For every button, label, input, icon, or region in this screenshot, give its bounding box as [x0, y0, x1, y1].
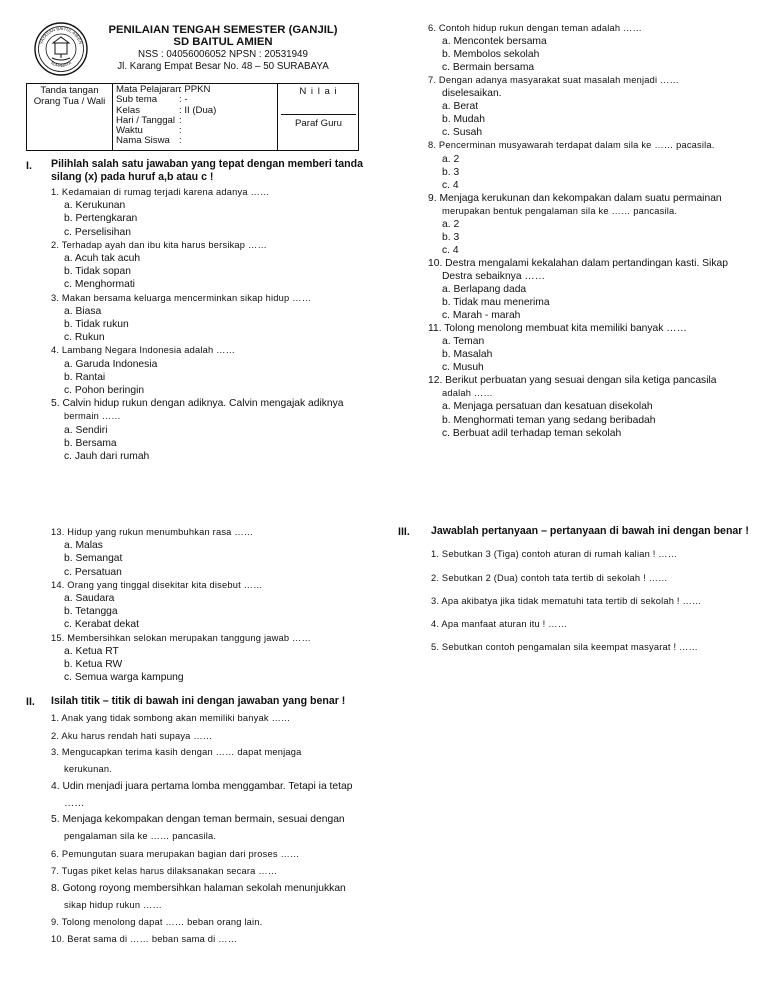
question-line: b. Tetangga: [64, 606, 118, 618]
section-1-title-line1: Pilihlah salah satu jawaban yang tepat dengan memberi tanda: [51, 158, 364, 170]
question-line: 3. Makan bersama keluarga mencerminkan sikap hidup ……: [51, 292, 312, 303]
question-line: 2. Aku harus rendah hati supaya ……: [51, 731, 213, 741]
question-line: c. Perselisihan: [64, 226, 131, 238]
question-line: 14. Orang yang tinggal disekitar kita disebut ……: [51, 579, 263, 590]
question-line: sikap hidup rukun ……: [64, 900, 163, 910]
question-line: 10. Berat sama di …… beban sama di ……: [51, 934, 238, 944]
question-line: b. Ketua RW: [64, 659, 123, 670]
question-line: 6. Pemungutan suara merupakan bagian dari proses ……: [51, 849, 300, 859]
info-value: : PPKN: [179, 84, 211, 95]
question-line: 10. Destra mengalami kekalahan dalam pertandingan kasti. Sikap: [428, 257, 728, 269]
question-line: 12. Berikut perbuatan yang sesuai dengan sila ketiga pancasila: [428, 375, 717, 387]
school-name: SD BAITUL AMIEN: [173, 36, 273, 48]
teacher-paraf-label: Paraf Guru: [295, 118, 342, 129]
question-line: 13. Hidup yang rukun menumbuhkan rasa ……: [51, 527, 254, 537]
info-value: : II (Dua): [179, 104, 217, 116]
question-line: 2. Terhadap ayah dan ibu kita harus bersikap ……: [51, 239, 267, 250]
question-line: a. Biasa: [64, 305, 102, 317]
info-label: Nama Siswa: [116, 135, 170, 147]
school-address: Jl. Karang Empat Besar No. 48 – 50 SURABAYA: [117, 61, 329, 72]
info-label: Kelas: [116, 104, 140, 116]
question-line: c. Jauh dari rumah: [64, 451, 150, 462]
question-line: b. Bersama: [64, 437, 117, 449]
question-line: b. Mudah: [442, 114, 485, 126]
sign-label-1: Tanda tangan: [40, 85, 99, 96]
question-line: 1. Anak yang tidak sombong akan memiliki banyak ……: [51, 713, 291, 723]
svg-text:SURABAYA: [50, 60, 72, 68]
info-value: :: [179, 114, 182, 126]
question-line: a. Saudara: [64, 593, 115, 604]
question-line: a. Acuh tak acuh: [64, 253, 141, 264]
question-line: 7. Dengan adanya masyarakat suat masalah menjadi ……: [428, 75, 680, 86]
question-line: c. Semua warga kampung: [64, 672, 184, 684]
question-line: a. Garuda Indonesia: [64, 358, 158, 370]
question-line: c. Marah - marah: [442, 310, 521, 322]
question-line: c. Musuh: [442, 362, 484, 374]
info-value: : -: [179, 94, 188, 106]
section-1-title-line2: silang (x) pada huruf a,b atau c !: [51, 171, 214, 183]
question-line: 4. Lambang Negara Indonesia adalah ……: [51, 345, 236, 356]
question-line: a. Malas: [64, 540, 103, 552]
grade-line: [281, 114, 356, 115]
exam-title: PENILAIAN TENGAH SEMESTER (GANJIL): [108, 24, 338, 36]
question-line: b. 3: [442, 166, 460, 178]
question-line: b. Menghormati teman yang sedang beribadah: [442, 414, 656, 426]
question-line: b. Pertengkaran: [64, 213, 138, 225]
info-value: :: [179, 135, 182, 147]
question-line: c. Berbuat adil terhadap teman sekolah: [442, 427, 622, 439]
question-line: 15. Membersihkan selokan merupakan tanggung jawab ……: [51, 632, 312, 643]
section-3-number: III.: [398, 526, 410, 538]
question-line: c. Menghormati: [64, 279, 135, 291]
school-ids: NSS : 04056006052 NPSN : 20531949: [138, 49, 308, 60]
logo-text-bottom: SURABAYA: [49, 59, 73, 69]
question-line: 4. Udin menjadi juara pertama lomba menggambar. Tetapi ia tetap: [51, 781, 353, 792]
question-line: kerukunan.: [64, 764, 112, 774]
question-line: 8. Pencerminan musyawarah terdapat dalam sila ke …… pacasila.: [428, 140, 715, 151]
info-table: [26, 83, 359, 151]
question-line: 5. Sebutkan contoh pengamalan sila keempat masyarat ! ……: [431, 642, 699, 652]
question-line: Destra sebaiknya ……: [442, 270, 546, 282]
question-line: b. Membolos sekolah: [442, 49, 540, 61]
question-line: a. Mencontek bersama: [442, 36, 547, 48]
section-2-title: Isilah titik – titik di bawah ini dengan jawaban yang benar !: [51, 695, 346, 707]
question-line: 5. Calvin hidup rukun dengan adiknya. Calvin mengajak adiknya: [51, 398, 344, 410]
question-line: 9. Menjaga kerukunan dan kekompakan dalam suatu permainan: [428, 192, 722, 204]
question-line: c. Pohon beringin: [64, 385, 145, 396]
question-line: 3. Apa akibatya jika tidak mematuhi tata tertib di sekolah ! ……: [431, 596, 702, 606]
question-line: 5. Menjaga kekompakan dengan teman bermain, sesuai dengan: [51, 814, 345, 825]
question-line: b. Tidak rukun: [64, 319, 129, 330]
question-line: c. Susah: [442, 127, 483, 139]
question-line: b. 3: [442, 231, 460, 243]
subject-info: [113, 84, 277, 150]
question-line: c. Persatuan: [64, 566, 122, 578]
section-1-number: I.: [26, 160, 32, 172]
question-line: 7. Tugas piket kelas harus dilaksanakan secara ……: [51, 866, 278, 876]
question-line: 6. Contoh hidup rukun dengan teman adalah ……: [428, 23, 642, 33]
question-line: merupakan bentuk pengalaman sila ke …… pancasila.: [442, 205, 678, 216]
question-line: bermain ……: [64, 411, 121, 422]
info-label: Mata Pelajaran: [116, 84, 181, 95]
question-line: a. 2: [442, 218, 460, 230]
logo-text-top: YAYASAN BAITUL AMIEN: [38, 25, 84, 45]
question-line: 4. Apa manfaat aturan itu ! ……: [431, 619, 568, 629]
grade-cell: [277, 84, 359, 150]
info-label: Waktu: [116, 125, 143, 137]
question-line: b. Masalah: [442, 349, 493, 361]
section-3-title: Jawablah pertanyaan – pertanyaan di bawah ini dengan benar !: [431, 525, 749, 537]
question-line: diselesaikan.: [442, 88, 502, 100]
section-2-number: II.: [26, 696, 35, 708]
question-line: 9. Tolong menolong dapat …… beban orang lain.: [51, 917, 263, 927]
school-logo: [34, 22, 88, 76]
question-line: b. Rantai: [64, 371, 106, 383]
sign-label-2: Orang Tua / Wali: [33, 95, 106, 107]
question-line: c. 4: [442, 179, 459, 191]
info-value: :: [179, 125, 182, 137]
question-line: a. Kerukunan: [64, 200, 126, 212]
question-line: c. Rukun: [64, 332, 105, 344]
question-line: a. Teman: [442, 336, 485, 348]
question-line: b. Semangat: [64, 553, 123, 565]
question-line: 11. Tolong menolong membuat kita memiliki banyak ……: [428, 323, 687, 335]
nilai-label: N i l a i: [299, 86, 338, 97]
question-line: b. Tidak sopan: [64, 266, 131, 278]
question-line: ……: [64, 798, 85, 809]
question-line: 2. Sebutkan 2 (Dua) contoh tata tertib di sekolah ! ……: [431, 573, 668, 583]
question-line: 8. Gotong royong membersihkan halaman sekolah menunjukkan: [51, 883, 346, 894]
question-line: a. Sendiri: [64, 424, 108, 436]
question-line: pengalaman sila ke …… pancasila.: [64, 831, 217, 841]
question-line: c. 4: [442, 244, 459, 256]
question-line: 1. Sebutkan 3 (Tiga) contoh aturan di rumah kalian ! ……: [431, 549, 678, 559]
question-line: a. Menjaga persatuan dan kesatuan disekolah: [442, 401, 653, 413]
question-line: a. 2: [442, 153, 460, 165]
question-line: a. Berat: [442, 101, 479, 113]
info-label: Sub tema: [116, 94, 158, 106]
question-line: a. Ketua RT: [64, 645, 119, 657]
question-line: b. Tidak mau menerima: [442, 297, 550, 309]
question-line: 1. Kedamaian di rumag terjadi karena adanya ……: [51, 187, 270, 197]
question-line: a. Berlapang dada: [442, 284, 527, 295]
parent-signature-cell: [27, 84, 113, 150]
info-label: Hari / Tanggal: [116, 114, 176, 126]
question-line: 3. Mengucapkan terima kasih dengan …… dapat menjaga: [51, 747, 302, 757]
question-line: c. Bermain bersama: [442, 62, 535, 74]
question-line: c. Kerabat dekat: [64, 619, 139, 631]
question-line: adalah ……: [442, 388, 493, 399]
